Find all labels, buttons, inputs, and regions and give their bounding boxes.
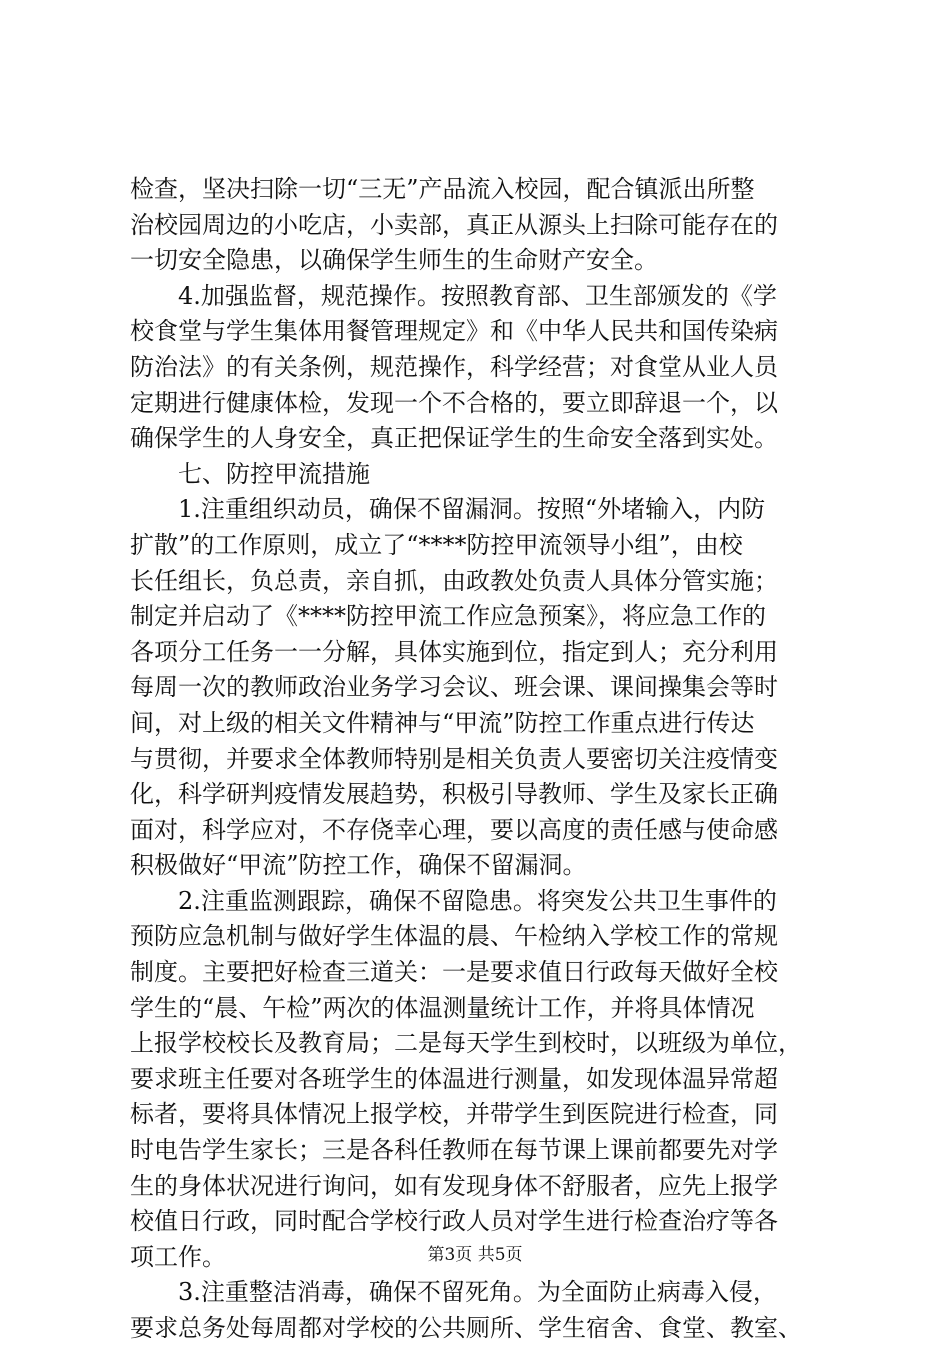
text-line: 制度。主要把好检查三道关：一是要求值日行政每天做好全校: [130, 958, 778, 987]
text-line: 定期进行健康体检，发现一个不合格的，要立即辞退一个，以: [130, 388, 778, 417]
text-line: 长任组长，负总责，亲自抓，由政教处负责人具体分管实施；: [130, 566, 778, 595]
text-line: 积极做好“甲流”防控工作，确保不留漏洞。: [130, 851, 587, 880]
text-line: 各项分工任务一一分解，具体实施到位，指定到人；充分利用: [130, 637, 778, 666]
text-line: 治校园周边的小吃店，小卖部，真正从源头上扫除可能存在的: [130, 210, 778, 239]
text-line: 项工作。: [130, 1242, 226, 1271]
text-line: 制定并启动了《****防控甲流工作应急预案》，将应急工作的: [130, 602, 766, 631]
text-line: 面对，科学应对，不存侥幸心理，要以高度的责任感与使命感: [130, 815, 778, 844]
text-line: 标者，要将具体情况上报学校，并带学生到医院进行检查，同: [130, 1100, 778, 1129]
paragraph-start-line: 3.注重整洁消毒，确保不留死角。为全面防止病毒入侵，: [178, 1278, 777, 1307]
text-line: 检查，坚决扫除一切“三无”产品流入校园，配合镇派出所整: [130, 175, 755, 203]
text-line: 校食堂与学生集体用餐管理规定》和《中华人民共和国传染病: [130, 317, 778, 346]
paragraph-start-line: 1.注重组织动员，确保不留漏洞。按照“外堵输入，内防: [178, 495, 766, 524]
text-line: 防治法》的有关条例，规范操作，科学经营；对食堂从业人员: [130, 352, 778, 381]
text-line: 校值日行政，同时配合学校行政人员对学生进行检查治疗等各: [130, 1207, 778, 1236]
page-number-footer: 第3页 共5页: [427, 1245, 523, 1265]
text-line: 预防应急机制与做好学生体温的晨、午检纳入学校工作的常规: [130, 922, 778, 951]
text-line: 确保学生的人身安全，真正把保证学生的生命安全落到实处。: [130, 424, 778, 453]
document-body: [130, 172, 830, 1347]
paragraph-start-line: 4.加强监督，规范操作。按照教育部、卫生部颁发的《学: [178, 281, 777, 310]
text-line: 学生的“晨、午检”两次的体温测量统计工作，并将具体情况: [130, 993, 755, 1022]
text-line: 每周一次的教师政治业务学习会议、班会课、课间操集会等时: [130, 673, 778, 702]
text-line: 与贯彻，并要求全体教师特别是相关负责人要密切关注疫情变: [130, 744, 778, 773]
text-line: 生的身体状况进行询问，如有发现身体不舒服者，应先上报学: [130, 1171, 778, 1200]
text-line: 间，对上级的相关文件精神与“甲流”防控工作重点进行传达: [130, 708, 755, 737]
text-line: 化，科学研判疫情发展趋势，积极引导教师、学生及家长正确: [130, 780, 778, 809]
text-line: 一切安全隐患，以确保学生师生的生命财产安全。: [130, 246, 658, 275]
section-heading: 七、防控甲流措施: [178, 459, 370, 488]
text-line: 扩散”的工作原则，成立了“****防控甲流领导小组”，由校: [130, 530, 743, 559]
text-line: 要求总务处每周都对学校的公共厕所、学生宿舍、食堂、教室、: [130, 1314, 802, 1342]
text-line: 要求班主任要对各班学生的体温进行测量，如发现体温异常超: [130, 1064, 778, 1093]
text-line: 时电告学生家长；三是各科任教师在每节课上课前都要先对学: [130, 1136, 778, 1165]
paragraph-start-line: 2.注重监测跟踪，确保不留隐患。将突发公共卫生事件的: [178, 886, 777, 915]
text-line: 上报学校校长及教育局；二是每天学生到校时，以班级为单位，: [130, 1029, 802, 1058]
